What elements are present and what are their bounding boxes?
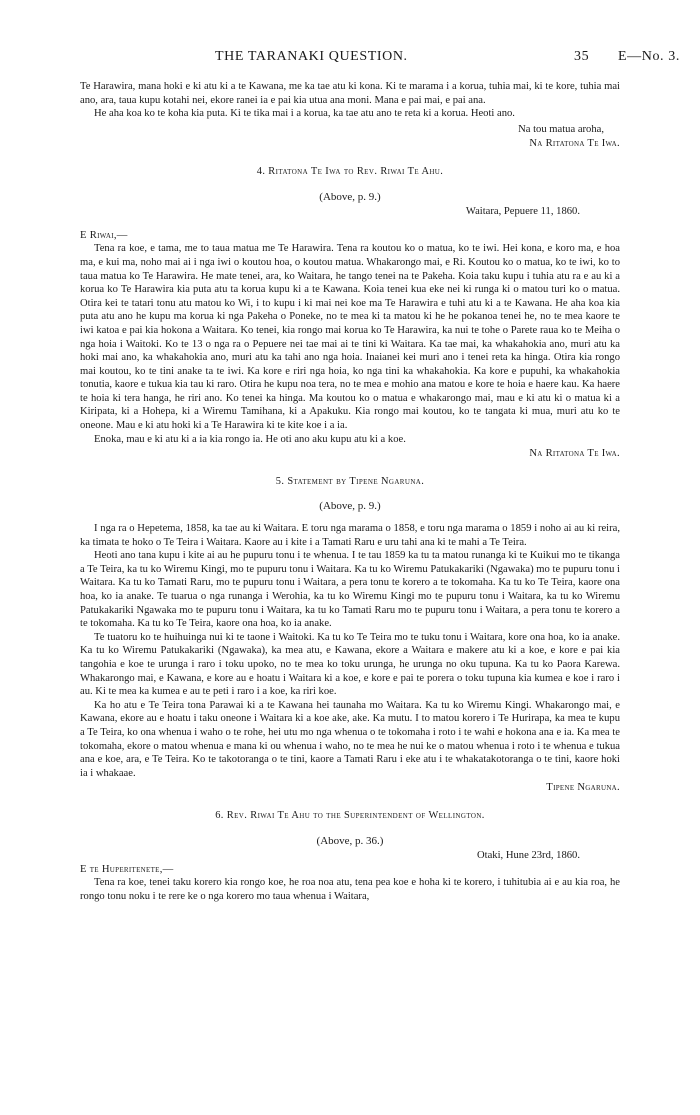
signature: Tipene Ngaruna. bbox=[546, 782, 620, 794]
paragraph: Te Harawira, mana hoki e ki atu ki a te Kawana, me ka tae atu ki kona. Ki te marama i a korua, tuhia mai, ki te kore, tuhia mai ano, ara, taua kupu kotahi nei, ekore ranei ia e pai kia utua ana moni. Mana e pai mai, e pai ana. bbox=[80, 81, 620, 106]
section-reference: (Above, p. 36.) bbox=[316, 834, 384, 847]
paragraph: I nga ra o Hepetema, 1858, ka tae au ki Waitara. E toru nga marama o 1858, e toru nga marama o 1859 i noho ai au ki reira, ka timata te hoko o Te Teira i Waitara. Kaore au i kite i a Tamati Raru e uru tahi ana ki te mahi a Te Teira. bbox=[80, 523, 620, 548]
section-heading: 4. Ritatona Te Iwa to Rev. Riwai Te Ahu. bbox=[256, 165, 444, 177]
paragraph: Tena ra koe, e tama, me to taua matua me Te Harawira. Tena ra koutou ko o matua, ko te iwi. Hei kona, e koro ma, e hoa ma, e kui ma, noho mai ai i nga iwi o koutou hoa, o koutou matua. Whakarongo mai, e Ri. Koutou ko o matua, ko te iwi, ko to taua matua ko Te Harawira. He mate tenei, ara, ko Waitara, he tango tenei na te Pakeha. Koia taku kupu i tuhia atu ra e au ki a korua ko Te Harawira kia puta atu ta korua kupu ki a te Kawana. Koia tenei kua eke nei ki runga ki o matou turi ko o matua. Otira kei te tatari tonu atu matou ko Wi, i to kupu i ki mai nei koe ma Te Harawira e tuhi atu ki a te Kawana. He aha koa kia puta atu ano he kupu ma korua ki nga Pakeha o Poneke, no te mea ki ta matou ki he he pokanoa tenei he, no te mea kaore te iwi katoa e pai kia hokona a Waitara. Ko tenei, kia rongo mai korua ko Te Harawira, ka nui te tohe o Parete raua ko te Meiha o nga hoia i Waitoki. Ko te 13 o nga ra o Pepuere nei tae mai ai te tini ki Waitara. Ka tae mai, ka whakahokia ano, muri atu ka hoki mai ano, ka whakahokia ano, muri atu ka tahi ano nga hoia. Inaianei kei muri ano i tenei reta ka hinga. Otira kia rongo mai koutou, ko te tini anake ta te iwi. Ka kore e riri nga hoia, ko nga tini ka whakahokia. Ka kore e pupuhi, ka whakahokia tonutia, kaore e tukua kia tau ki raro. Otira he kupu noa tera, no te mea e mohio ana matou e kore te hoia e haere kau. Ka haere te hoia ki tera hanga, he riri ano. Ko tenei ka hinga. Ma koutou ko o matua e whakarongo mai, mau e ki atu ki o matua ki a Kiripata, ki a Hohepa, ki a Wiremu Tamihana, ki a Apakuku. Kia rongo mai koutou, ko te tangata ki mua, muri atu ko te oneone. Mau e ki atu hoki ki a Te Harawira ki te kite koe i a ia. bbox=[80, 243, 620, 432]
paragraph: Heoti ano tana kupu i kite ai au he pupuru tonu i te whenua. I te tau 1859 ka tu ta matou runanga ki te Kuikui mo te tikanga a Te Teira, ka tu ko Wiremu Kingi, mo te pupuru tonu i Waitara. Ka tu ko Wiremu Patukakariki (Ngawaka) mo te pupuru tonu i Waitara. Ka tu ko Tamati Raru, mo te pupuru tonu i Waitara, a pera tonu te korero a te tokomaha. Ka tu ko Te Teira, kaore ona hoa, ko ia anake. Te tuarua o nga runanga i Werohia, ka tu ko Wiremu Kingi mo te pupuru tonu i Waitara, ka tu ko Wiremu Patukakariki Ngawaka mo te pupuru tonu i Waitara, ka tu ko Tamati Raru mo te pupuru tonu i Waitara, a pera tonu te korero a te tokomaha. Ka tu ko Te Teira, kaore ona hoa, ko ia anake. bbox=[80, 550, 620, 630]
paper-reference: E—No. 3. bbox=[618, 49, 680, 64]
signature: Na Ritatona Te Iwa. bbox=[529, 448, 620, 460]
salutation: E te Huperitenete,— bbox=[80, 863, 174, 875]
signature: Na Ritatona Te Iwa. bbox=[529, 138, 620, 150]
running-header bbox=[0, 50, 700, 70]
section-heading: 5. Statement by Tipene Ngaruna. bbox=[275, 475, 425, 487]
paragraph: Enoka, mau e ki atu ki a ia kia rongo ia. He oti ano aku kupu atu ki a koe. bbox=[94, 433, 406, 445]
salutation: E Riwai,— bbox=[80, 229, 128, 241]
paragraph: He aha koa ko te koha kia puta. Ki te tika mai i a korua, ka tae atu ano te reta ki a korua. Heoti ano. bbox=[94, 108, 515, 120]
section-heading: 6. Rev. Riwai Te Ahu to the Superintendent of Wellington. bbox=[215, 809, 485, 821]
page-body bbox=[80, 80, 620, 903]
section-reference: (Above, p. 9.) bbox=[319, 500, 381, 513]
page-title: THE TARANAKI QUESTION. bbox=[215, 49, 408, 64]
section-reference: (Above, p. 9.) bbox=[319, 190, 381, 203]
letter-date: Waitara, Pepuere 11, 1860. bbox=[465, 206, 580, 218]
section-5 bbox=[80, 475, 620, 795]
page-number: 35 bbox=[574, 49, 590, 64]
paragraph: Te tuatoru ko te huihuinga nui ki te taone i Waitoki. Ka tu ko Te Teira mo te tuku tonu i Waitara, kore ona hoa, ko ia anake. Ka tu ko Wiremu Patukakariki (Ngawaka), ka mea atu, e Kawana, ekore a Waitara e makere atu ki a koe, e kore e pai kia tangohia e koe te urunga i raro i toku upoko, no te mea ko toku urunga, he urunga no oku tupuna. Ka tu ko Paora Karewa. Whakarongo mai, e Kawana, e kore au e hoatu i Waitara ki a koe, e kore e pai te porera o toku tupuna kia kumea e koe i raro i au. Ki te mea ka kumea e au te peti i raro i a koe, ka riri koe. bbox=[80, 631, 620, 698]
paragraph: Ka ho atu e Te Teira tona Parawai ki a te Kawana hei taunaha mo Waitara. Ka tu ko Wiremu Kingi. Whakarongo mai, e Kawana, ekore au e hoatu i taku oneone i Waitara ki a koe ake, ake. Ka mutu. I to matou korero i Te Hurirapa, ka mea te kupu a Te Teira, ko ona whenua i waho o te rohe, hei utu mo nga whenua o te tokomaha i roto i te wahi e hokona ana e ia. Ka mea te tokomaha, ekore o matou whenua e mana ki ou whenua i waho, no te mea he nui ke o matou whenua i roto i te whenua e tukua ana e koe, ara, e Te Teira. Ko te takotoranga o te tini, kaore a Tamati Raru i eke atu i te whakatakotoranga o te tini, kaore hoki ia i whakaae. bbox=[80, 699, 620, 779]
section-6 bbox=[80, 809, 620, 904]
letter-3-continuation bbox=[80, 80, 620, 151]
paragraph: Tena ra koe, tenei taku korero kia rongo koe, he roa noa atu, tena pea koe e hoha ki te korero, i tuhitubia ai e au kia roa, he rongo tonu noku i te rere ke o nga korero mo taua whenua i Waitara, bbox=[80, 877, 620, 902]
letter-closing: Na tou matua aroha, bbox=[518, 123, 604, 135]
letter-date: Otaki, Hune 23rd, 1860. bbox=[477, 850, 580, 862]
section-4 bbox=[80, 165, 620, 461]
